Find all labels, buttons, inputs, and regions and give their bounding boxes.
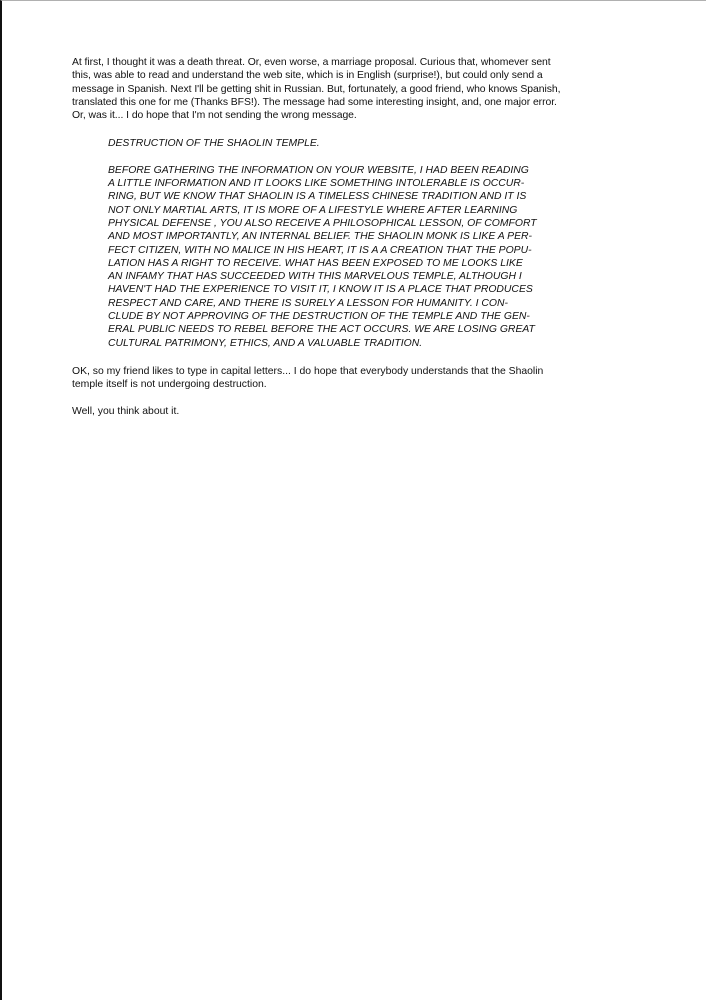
quote-line: A LITTLE INFORMATION AND IT LOOKS LIKE SOMETHING INTOLERABLE IS OCCUR-	[108, 178, 525, 190]
quote-line: BEFORE GATHERING THE INFORMATION ON YOUR WEBSITE, I HAD BEEN READING	[108, 164, 529, 176]
intro-line: translated this one for me (Thanks BFS!). The message had some interesting insight, and, one major error.	[72, 96, 557, 108]
quote-line: AND MOST IMPORTANTLY, AN INTERNAL BELIEF. THE SHAOLIN MONK IS LIKE A PER-	[108, 231, 533, 243]
quote-line: HAVEN'T HAD THE EXPERIENCE TO VISIT IT, I KNOW IT IS A PLACE THAT PRODUCES	[108, 284, 533, 296]
closing-line: Well, you think about it.	[72, 405, 180, 417]
quote-line: LATION HAS A RIGHT TO RECEIVE. WHAT HAS BEEN EXPOSED TO ME LOOKS LIKE	[108, 257, 523, 269]
outro-paragraph	[72, 365, 682, 392]
quote-line: CLUDE BY NOT APPROVING OF THE DESTRUCTION OF THE TEMPLE AND THE GEN-	[108, 311, 530, 323]
intro-line: message in Spanish. Next I'll be getting shit in Russian. But, fortunately, a good friend, who knows Spanish,	[72, 83, 561, 95]
intro-line: Or, was it... I do hope that I'm not sending the wrong message.	[72, 110, 357, 122]
outro-line: OK, so my friend likes to type in capital letters... I do hope that everybody understands that the Shaolin	[72, 365, 544, 377]
intro-line: this, was able to read and understand the web site, which is in English (surprise!), but could only send a	[72, 70, 543, 82]
quote-line: CULTURAL PATRIMONY, ETHICS, AND A VALUABLE TRADITION.	[108, 337, 423, 349]
quote-line: PHYSICAL DEFENSE , YOU ALSO RECEIVE A PHILOSOPHICAL LESSON, OF COMFORT	[108, 217, 537, 229]
intro-paragraph	[72, 56, 682, 122]
outro-line: temple itself is not undergoing destruction.	[72, 379, 267, 391]
quote-title: DESTRUCTION OF THE SHAOLIN TEMPLE.	[108, 138, 320, 150]
quote-line: NOT ONLY MARTIAL ARTS, IT IS MORE OF A LIFESTYLE WHERE AFTER LEARNING	[108, 204, 518, 216]
quote-line: AN INFAMY THAT HAS SUCCEEDED WITH THIS MARVELOUS TEMPLE, ALTHOUGH I	[108, 271, 522, 283]
quote-line: RING, BUT WE KNOW THAT SHAOLIN IS A TIMELESS CHINESE TRADITION AND IT IS	[108, 191, 527, 203]
quote-line: RESPECT AND CARE, AND THERE IS SURELY A LESSON FOR HUMANITY. I CON-	[108, 297, 508, 309]
quote-line: FECT CITIZEN, WITH NO MALICE IN HIS HEART, IT IS A A CREATION THAT THE POPU-	[108, 244, 532, 256]
quote-line: ERAL PUBLIC NEEDS TO REBEL BEFORE THE ACT OCCURS. WE ARE LOSING GREAT	[108, 324, 535, 336]
intro-line: At first, I thought it was a death threat. Or, even worse, a marriage proposal. Curious that, whomever sent	[72, 57, 551, 68]
quote-body	[108, 164, 638, 350]
quoted-message	[108, 137, 638, 349]
document-body	[72, 56, 682, 418]
